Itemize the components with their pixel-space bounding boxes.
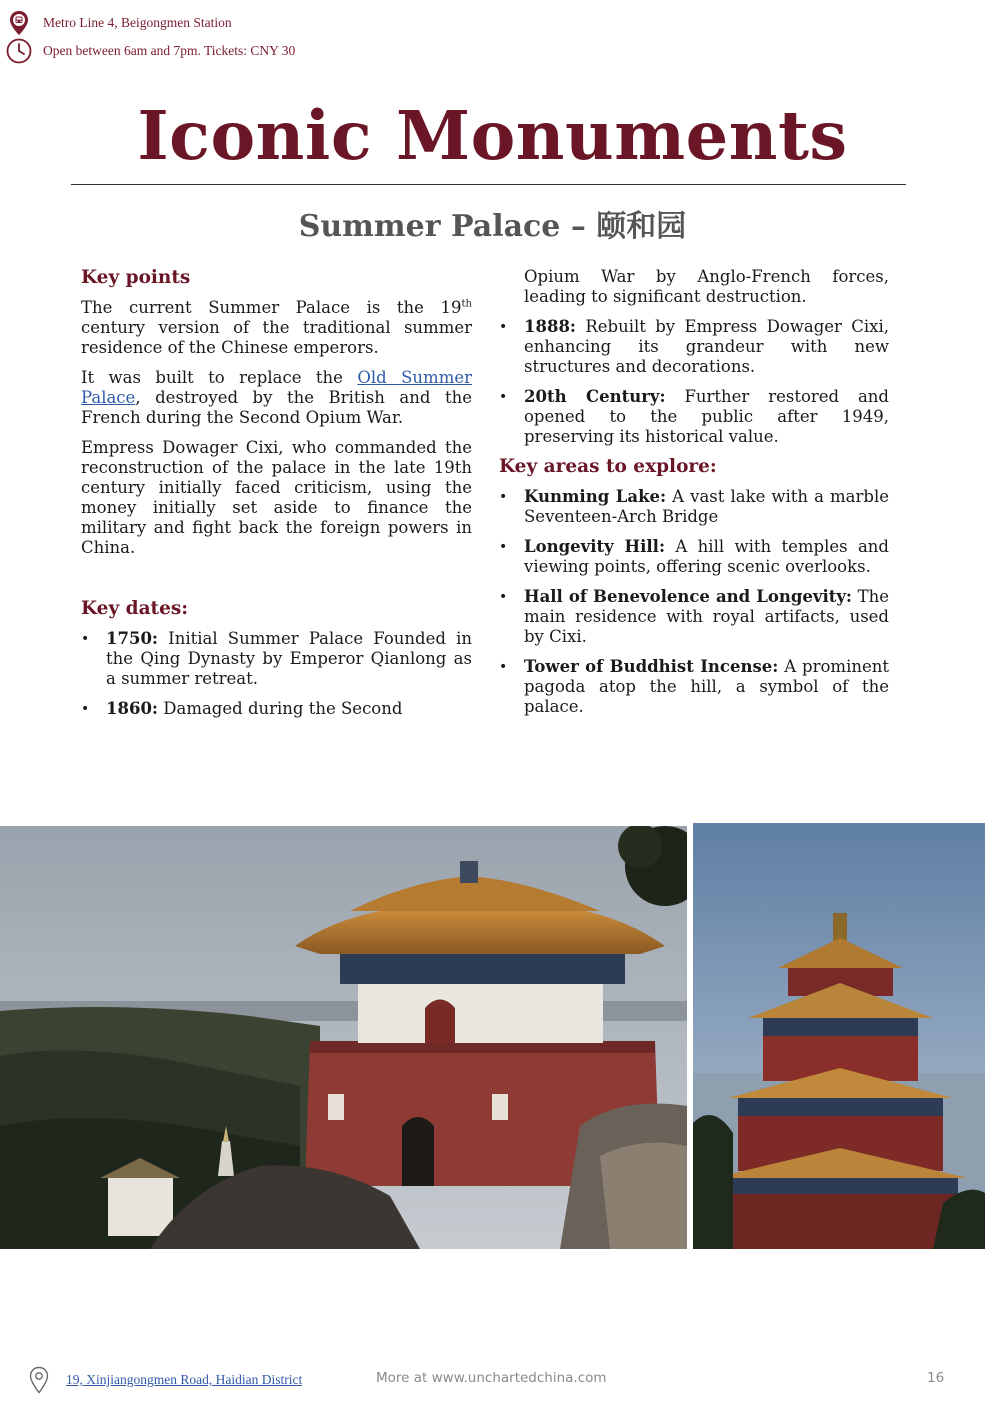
list-item: • 1860: Damaged during the Second [81,699,472,719]
hours-info [6,38,295,64]
train-pin-icon [6,10,32,36]
key-areas-list [499,487,889,717]
key-dates-list-continued [499,267,889,447]
title-divider [71,184,906,185]
key-points-paragraph-1: The current Summer Palace is the 19th century version of the traditional summer residence of the Chinese emperors. [81,298,472,357]
list-item: Opium War by Anglo-French forces, leading to significant destruction. [524,267,889,306]
right-column [499,267,889,717]
key-dates-list [81,629,472,719]
metro-text: Metro Line 4, Beigongmen Station [43,15,232,30]
website-note: More at www.unchartedchina.com [376,1370,607,1386]
key-dates-heading: Key dates: [81,598,189,619]
clock-icon [6,38,32,64]
key-areas-heading: Key areas to explore: [499,456,717,477]
list-item: • Hall of Benevolence and Longevity: The main residence with royal artifacts, used by Cixi. [499,587,889,647]
page-subtitle: Summer Palace – 颐和园 [298,209,687,244]
list-item: • Kunming Lake: A vast lake with a marble Seventeen-Arch Bridge [499,487,889,527]
page-title: Iconic Monuments [137,96,848,175]
metro-info [6,10,232,36]
list-item: • 20th Century: Further restored and opened to the public after 1949, preserving its historical value. [499,387,889,447]
location-pin-icon [28,1366,50,1394]
list-item: • 1750: Initial Summer Palace Founded in the Qing Dynasty by Emperor Qianlong as a summer retreat. [81,629,472,689]
key-points-paragraph-2: It was built to replace the Old Summer Palace, destroyed by the British and the French during the Second Opium War. [81,368,472,427]
key-points-heading: Key points [81,267,191,288]
old-summer-palace-link[interactable]: Old Summer Palace [81,368,472,407]
hours-text: Open between 6am and 7pm. Tickets: CNY 30 [43,43,296,58]
key-points-paragraph-3: Empress Dowager Cixi, who commanded the reconstruction of the palace in the late 19th century initially faced criticism, using the money initially set aside to finance the military and fight back the foreign powers in China. [81,438,472,557]
left-column [81,268,472,719]
list-item: • Tower of Buddhist Incense: A prominent pagoda atop the hill, a symbol of the palace. [499,657,889,717]
list-item: • Longevity Hill: A hill with temples and viewing points, offering scenic overlooks. [499,537,889,577]
page-number: 16 [927,1370,945,1386]
address-link[interactable]: 19, Xinjiangongmen Road, Haidian District [66,1372,303,1387]
pavilion-photo [0,826,687,1249]
list-item: • 1888: Rebuilt by Empress Dowager Cixi, enhancing its grandeur with new structures and decorations. [499,317,889,377]
tower-photo [693,823,985,1249]
